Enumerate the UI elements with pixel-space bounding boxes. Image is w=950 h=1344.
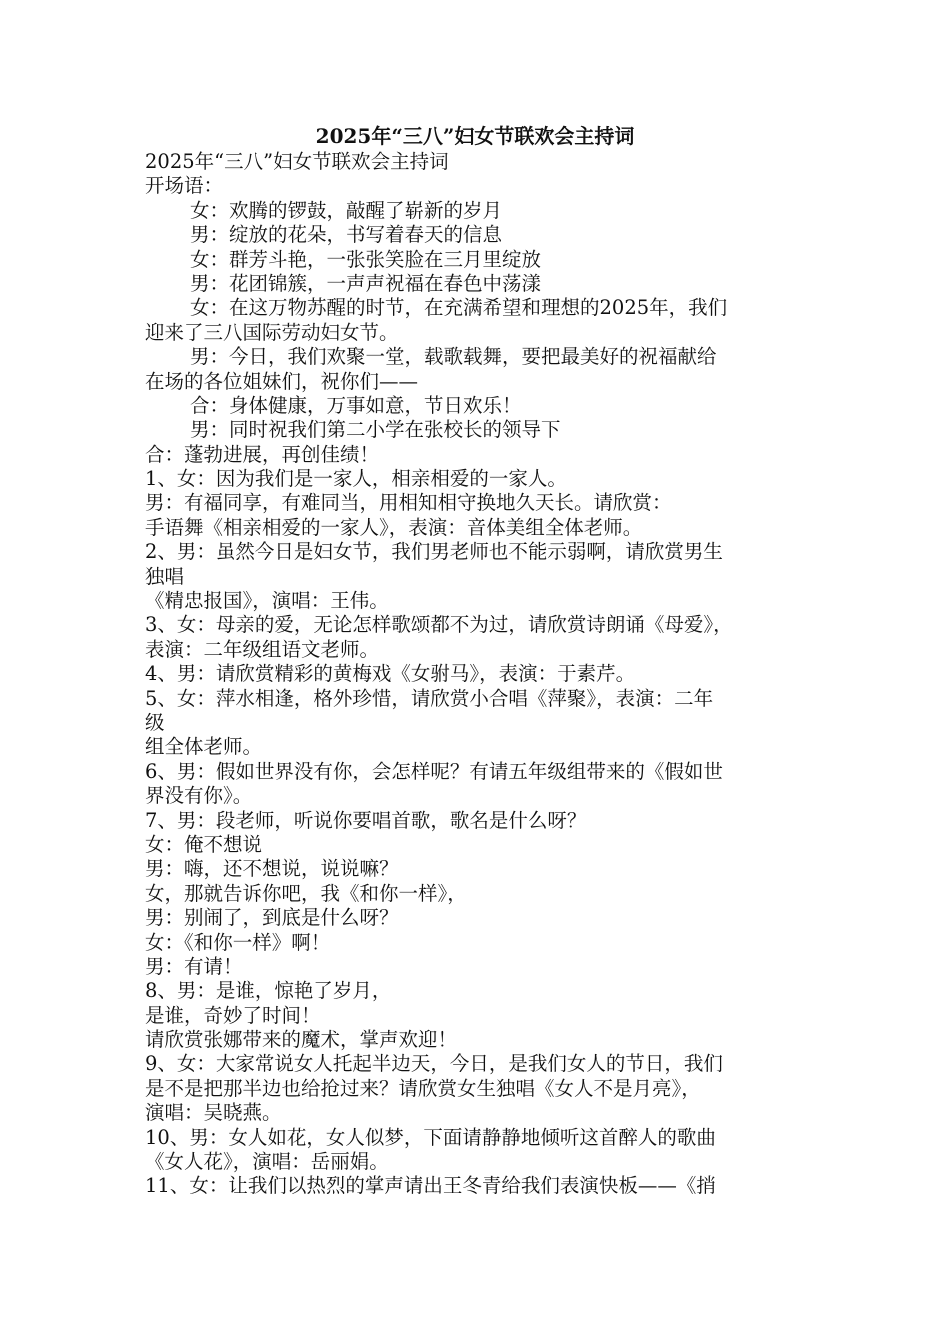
text-line: 女：在这万物苏醒的时节，在充满希望和理想的2025年，我们 — [190, 296, 728, 320]
text-line: 男：有福同享，有难同当，用相知相守换地久天长。请欣赏： — [145, 491, 672, 515]
text-line: 8、男：是谁，惊艳了岁月， — [145, 979, 392, 1003]
text-line: 男：同时祝我们第二小学在张校长的领导下 — [190, 418, 561, 442]
text-line: 开场语： — [145, 174, 224, 198]
text-line: 6、男：假如世界没有你，会怎样呢？有请五年级组带来的《假如世 — [145, 759, 723, 783]
text-line: 迎来了三八国际劳动妇女节。 — [145, 320, 399, 344]
text-line: 7、男：段老师，听说你要唱首歌，歌名是什么呀？ — [145, 808, 587, 832]
text-line: 《女人花》，演唱：岳丽娟。 — [145, 1150, 389, 1174]
text-line: 男：绽放的花朵，书写着春天的信息 — [190, 223, 503, 247]
text-line: 级 — [145, 710, 165, 734]
text-line: 是不是把那半边也给抢过来？请欣赏女生独唱《女人不是月亮》， — [145, 1076, 701, 1100]
text-line: 女：俺不想说 — [145, 832, 263, 856]
text-line: 《精忠报国》，演唱：王伟。 — [145, 589, 389, 613]
text-line: 请欣赏张娜带来的魔术，掌声欢迎！ — [145, 1028, 458, 1052]
text-line: 男：花团锦簇，一声声祝福在春色中荡漾 — [190, 271, 542, 295]
text-line: 4、男：请欣赏精彩的黄梅戏《女驸马》，表演：于素芹。 — [145, 662, 636, 686]
text-line: 合：蓬勃进展，再创佳绩！ — [145, 442, 380, 466]
text-line: 表演：二年级组语文老师。 — [145, 637, 380, 661]
text-line: 5、女：萍水相逢，格外珍惜，请欣赏小合唱《萍聚》，表演：二年 — [145, 686, 714, 710]
text-line: 女：群芳斗艳，一张张笑脸在三月里绽放 — [190, 247, 542, 271]
text-line: 9、女：大家常说女人托起半边天，今日，是我们女人的节日，我们 — [145, 1052, 723, 1076]
text-line: 男：今日，我们欢聚一堂，载歌载舞，要把最美好的祝福献给 — [190, 345, 717, 369]
text-line: 2025年“三八”妇女节联欢会主持词 — [145, 150, 449, 173]
text-line: 手语舞《相亲相爱的一家人》，表演：音体美组全体老师。 — [145, 515, 643, 539]
document-body — [145, 150, 810, 1199]
text-line: 10、男：女人如花，女人似梦，下面请静静地倾听这首醉人的歌曲 — [145, 1125, 716, 1149]
text-line: 界没有你》。 — [145, 784, 253, 808]
text-line: 演唱：吴晓燕。 — [145, 1101, 282, 1125]
text-line: 女：《和你一样》啊！ — [145, 930, 331, 954]
text-line: 男：别闹了，到底是什么呀？ — [145, 906, 399, 930]
text-line: 男：嗨，还不想说，说说嘛？ — [145, 857, 399, 881]
document-title: 2025年“三八”妇女节联欢会主持词 — [315, 124, 635, 148]
text-line: 1、女：因为我们是一家人，相亲相爱的一家人。 — [145, 467, 567, 491]
text-line: 11、女：让我们以热烈的掌声请出王冬青给我们表演快板——《捎 — [145, 1174, 716, 1198]
text-line: 组全体老师。 — [145, 735, 263, 759]
text-line: 合：身体健康，万事如意，节日欢乐！ — [190, 393, 522, 417]
text-line: 是谁，奇妙了时间！ — [145, 1003, 321, 1027]
text-line: 2、男：虽然今日是妇女节，我们男老师也不能示弱啊，请欣赏男生 — [145, 540, 723, 564]
text-line: 女：欢腾的锣鼓，敲醒了崭新的岁月 — [190, 198, 503, 222]
text-line: 3、女：母亲的爱，无论怎样歌颂都不为过，请欣赏诗朗诵《母爱》， — [145, 613, 733, 637]
text-line: 在场的各位姐妹们，祝你们—— — [145, 369, 419, 393]
text-line: 男：有请！ — [145, 954, 243, 978]
text-line: 独唱 — [145, 564, 185, 588]
text-line: 女，那就告诉你吧，我《和你一样》， — [145, 881, 467, 905]
